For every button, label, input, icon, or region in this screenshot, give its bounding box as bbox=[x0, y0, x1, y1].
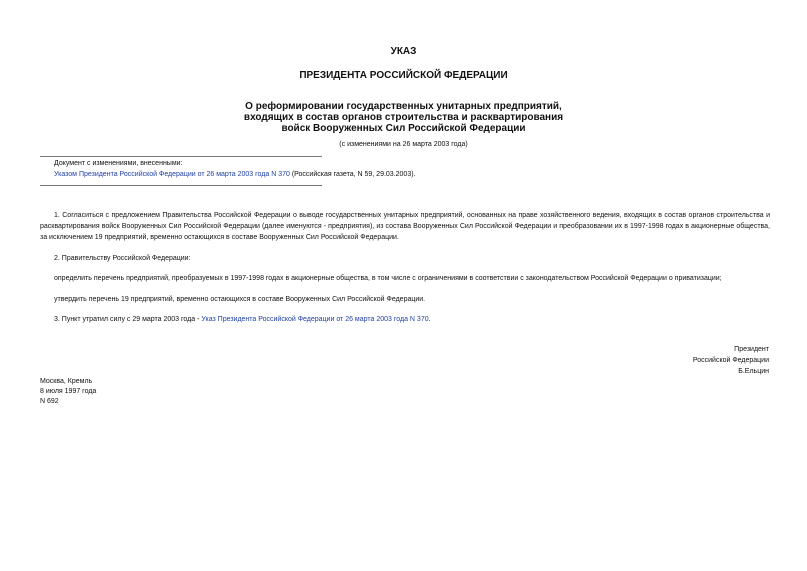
signature-name: Б.Ельцин bbox=[738, 368, 769, 375]
changes-source: (Российская газета, N 59, 29.03.2003). bbox=[289, 171, 416, 178]
changes-reference bbox=[54, 171, 416, 178]
subject-line-3: войск Вооруженных Сил Российской Федерации bbox=[281, 123, 526, 134]
place: Москва, Кремль bbox=[40, 378, 93, 385]
date: 8 июля 1997 года bbox=[40, 388, 97, 395]
amended-note: (с изменениями на 26 марта 2003 года) bbox=[339, 141, 468, 148]
paragraph-1-text: 1. Согласиться с предложением Правительства Российской Федерации о выводе государственных унитарных предприятий, основанных на праве хозяйственного ведения, входящих в состав органов строительства и расквартирования войск Вооруженных Сил Российской Федерации (далее именуются - предприятия), из состава Вооруженных Сил Российской Федерации и преобразовании их в 1997-1998 годах в акционерные общества, за исключением 19 предприятий, временно остающихся в составе Вооруженных Сил Российской Федерации. bbox=[40, 212, 770, 241]
paragraph-5-prefix: 3. Пункт утратил силу с 29 марта 2003 года - bbox=[54, 316, 202, 323]
decree-issuer: ПРЕЗИДЕНТА РОССИЙСКОЙ ФЕДЕРАЦИИ bbox=[299, 70, 508, 81]
decree-title: УКАЗ bbox=[390, 46, 417, 57]
paragraph-4: утвердить перечень 19 предприятий, временно остающихся в составе Вооруженных Сил Российской Федерации. bbox=[54, 296, 426, 303]
divider-bottom bbox=[40, 185, 322, 186]
signature-country: Российской Федерации bbox=[692, 357, 769, 364]
subject-line-1: О реформировании государственных унитарных предприятий, bbox=[245, 101, 562, 112]
paragraph-1 bbox=[40, 210, 770, 243]
signature-block bbox=[693, 344, 769, 377]
place-date-block bbox=[40, 377, 96, 407]
paragraph-3: определить перечень предприятий, преобразуемых в 1997-1998 годах в акционерные общества, в том числе с ограничениями в соответствии с законодательством Российской Федерации о приватизации; bbox=[54, 275, 722, 282]
changes-label: Документ с изменениями, внесенными: bbox=[54, 160, 183, 167]
signature-position: Президент bbox=[734, 346, 769, 353]
decree-number: N 692 bbox=[40, 398, 59, 405]
subject-line-2: входящих в состав органов строительства и расквартирования bbox=[243, 112, 564, 123]
decree-subject bbox=[0, 101, 807, 134]
paragraph-5 bbox=[40, 314, 784, 325]
paragraph-2: 2. Правительству Российской Федерации: bbox=[54, 255, 191, 262]
repealing-decree-link[interactable]: Указ Президента Российской Федерации от 26 марта 2003 года N 370 bbox=[201, 316, 429, 323]
paragraph-5-suffix: . bbox=[428, 316, 431, 323]
amending-decree-link[interactable]: Указом Президента Российской Федерации от 26 марта 2003 года N 370 bbox=[54, 171, 290, 178]
divider-top bbox=[40, 156, 322, 157]
